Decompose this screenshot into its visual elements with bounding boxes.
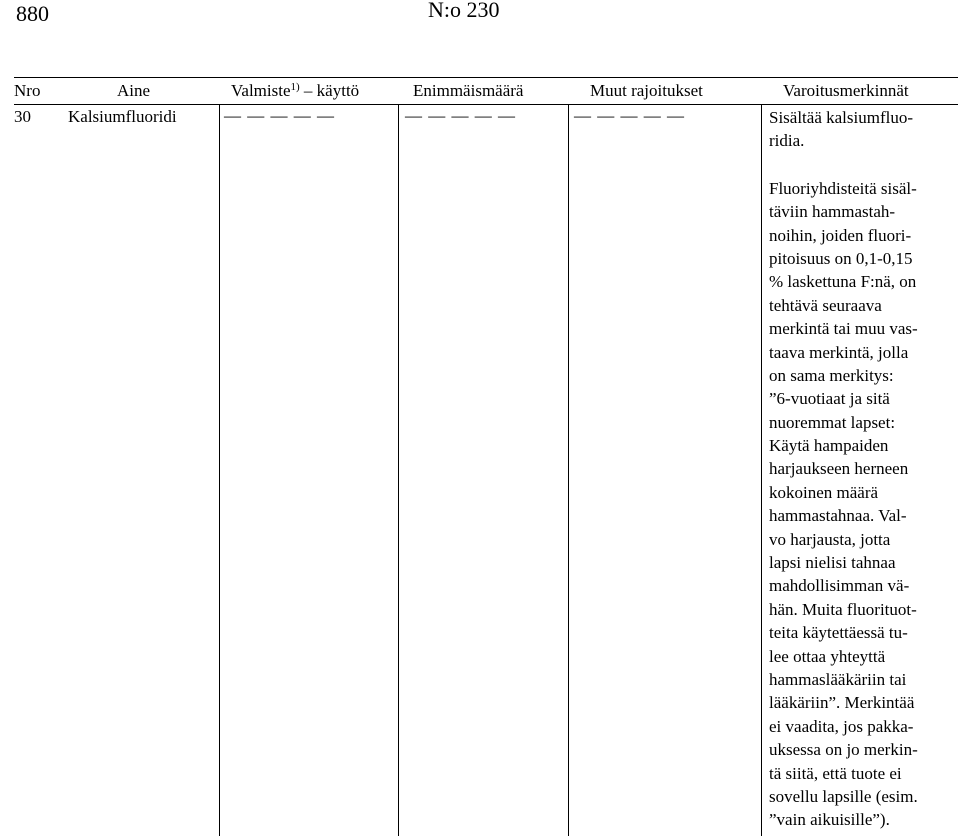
warning-line: hammastahnaa. Val-	[769, 506, 907, 526]
warning-line: ”6-vuotiaat ja sitä	[769, 389, 890, 409]
warning-line: noihin, joiden fluori-	[769, 225, 912, 245]
warning-line: Sisältää kalsiumfluo-	[769, 108, 914, 127]
warning-line: Käytä hampaiden	[769, 436, 889, 456]
header-varoitusmerkinnat: Varoitusmerkinnät	[783, 81, 909, 100]
warning-line: % laskettuna F:nä, on	[769, 272, 917, 292]
table-top-rule	[14, 77, 958, 78]
column-divider-valmiste	[219, 104, 220, 836]
header-valmiste	[231, 80, 359, 102]
warning-line: tehtävä seuraava	[769, 295, 882, 315]
row-muut-dashes: — — — — —	[574, 106, 685, 125]
warning-line: sovellu lapsille (esim.	[769, 786, 918, 806]
warning-line: ”vain aikuisille”).	[769, 810, 890, 830]
warning-line: harjaukseen herneen	[769, 459, 909, 479]
column-divider-muut	[568, 104, 569, 836]
warning-line: ei vaadita, jos pakka-	[769, 716, 914, 736]
row-enimmaismaara-dashes: — — — — —	[405, 106, 516, 125]
warning-line: pitoisuus on 0,1-0,15	[769, 248, 913, 268]
header-aine: Aine	[117, 81, 151, 100]
warning-body	[769, 177, 957, 832]
warning-line: mahdollisimman vä-	[769, 576, 910, 596]
warning-line: hammaslääkäriin tai	[769, 669, 907, 689]
warning-paragraph-gap	[769, 153, 957, 177]
document-id: N:o 230	[428, 0, 500, 22]
header-valmiste-label: Valmiste	[231, 81, 291, 100]
row-nro: 30	[14, 107, 31, 126]
column-divider-varoitus	[761, 104, 762, 836]
warning-line: lapsi nielisi tahnaa	[769, 553, 896, 573]
warning-line: taava merkintä, jolla	[769, 342, 909, 362]
warning-line: teita käytettäessä tu-	[769, 623, 908, 643]
warning-line: Fluoriyhdisteitä sisäl-	[769, 178, 917, 198]
header-nro: Nro	[14, 81, 41, 100]
warning-line: kokoinen määrä	[769, 482, 879, 502]
warning-line: lee ottaa yhteyttä	[769, 646, 886, 666]
warning-line: täviin hammastah-	[769, 202, 896, 222]
header-valmiste-suffix: – käyttö	[303, 81, 360, 100]
column-divider-enimmaismaara	[398, 104, 399, 836]
header-valmiste-footnote: 1)	[290, 81, 300, 93]
warning-line: hän. Muita fluorituot-	[769, 599, 917, 619]
row-varoitusmerkinnat	[769, 106, 957, 832]
warning-line: tä siitä, että tuote ei	[769, 763, 902, 783]
row-valmiste-dashes: — — — — —	[224, 106, 335, 125]
warning-line: vo harjausta, jotta	[769, 529, 891, 549]
warning-line: on sama merkitys:	[769, 365, 894, 385]
header-muut-rajoitukset: Muut rajoitukset	[590, 81, 703, 100]
warning-line: merkintä tai muu vas-	[769, 319, 918, 339]
header-enimmaismaara: Enimmäismäärä	[413, 81, 524, 100]
warning-line: ridia.	[769, 131, 805, 151]
warning-line: lääkäriin”. Merkintää	[769, 693, 915, 713]
page-number: 880	[16, 1, 49, 26]
warning-line: uksessa on jo merkin-	[769, 740, 918, 760]
warning-line: nuoremmat lapset:	[769, 412, 896, 432]
row-aine: Kalsiumfluoridi	[68, 107, 177, 126]
